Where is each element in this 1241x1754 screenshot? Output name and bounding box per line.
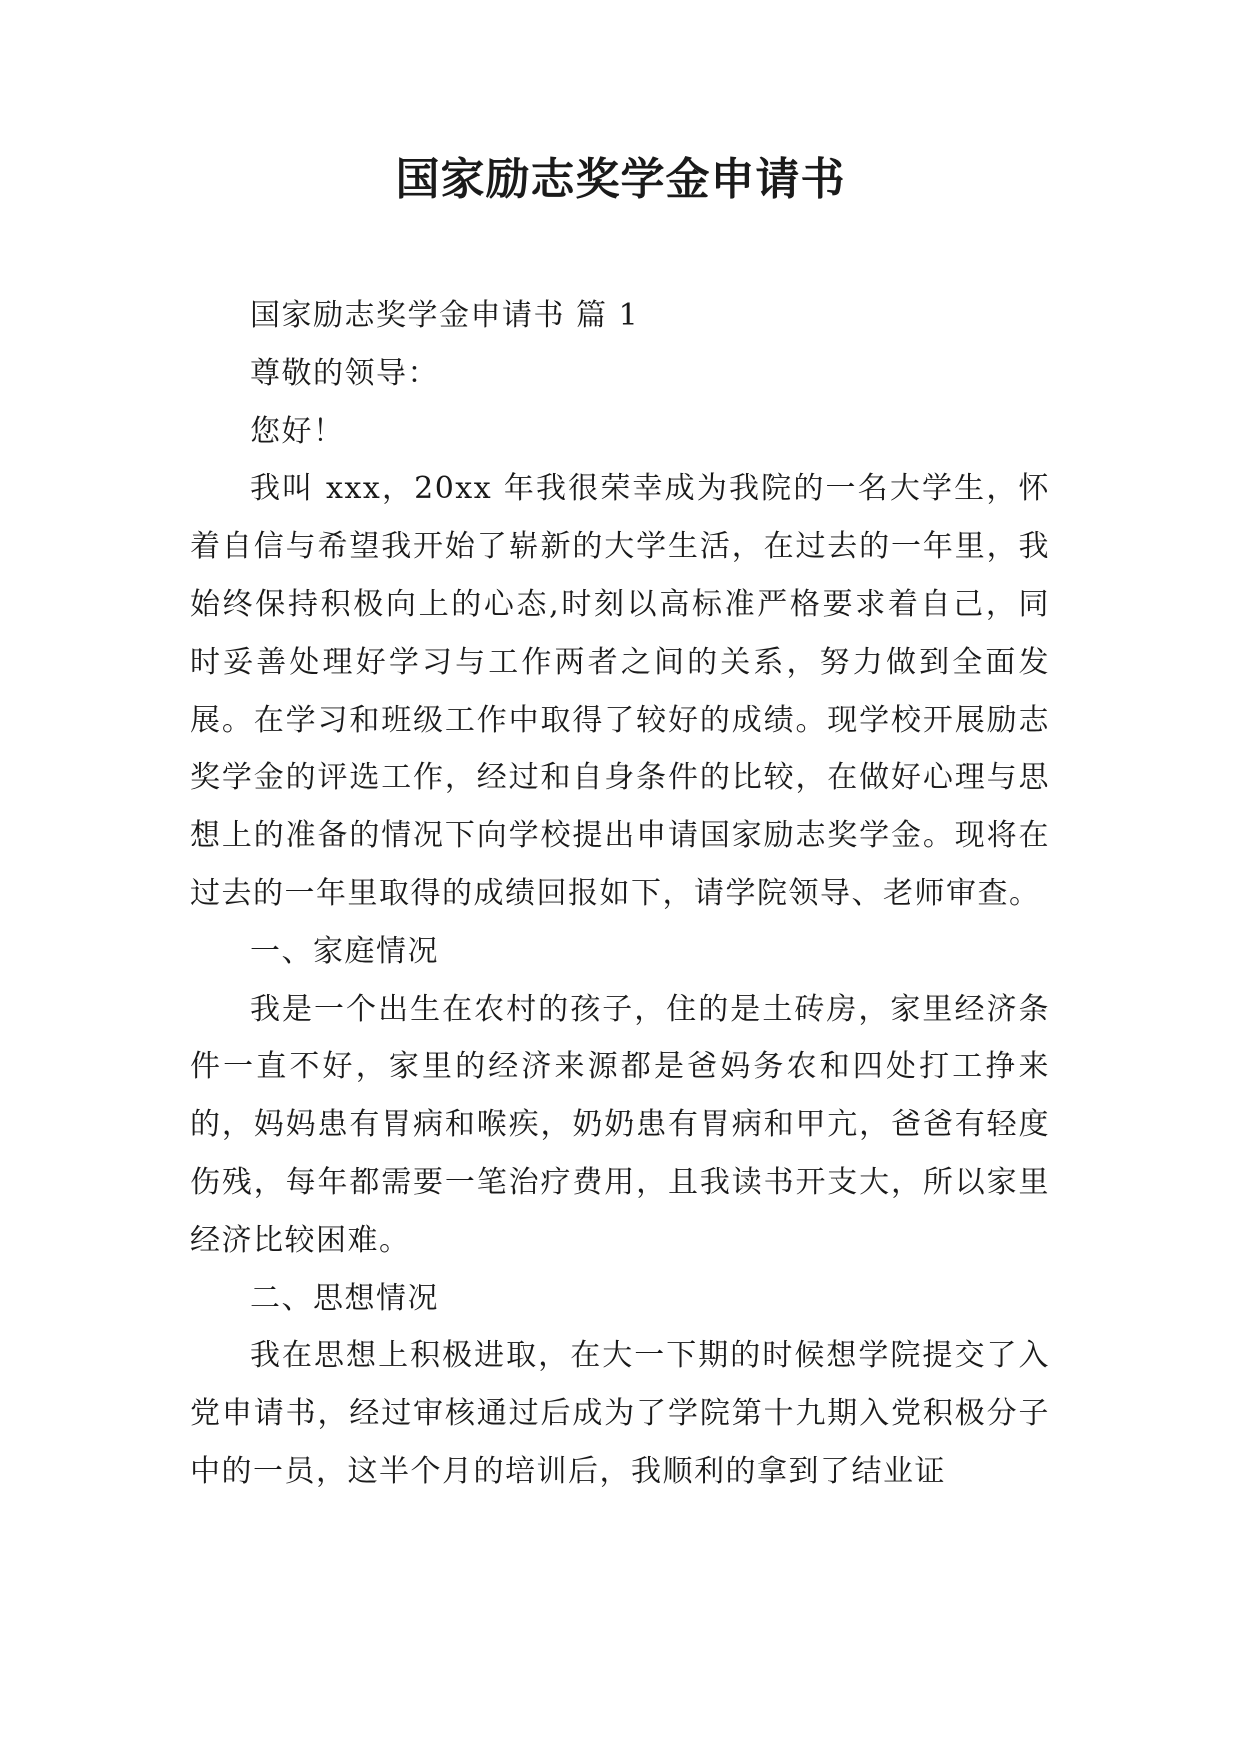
document-body xyxy=(190,287,1050,1501)
document-title: 国家励志奖学金申请书 xyxy=(395,154,846,205)
salutation: 尊敬的领导： xyxy=(250,355,439,391)
section-heading-thought: 二、思想情况 xyxy=(250,1280,439,1316)
greeting: 您好！ xyxy=(250,413,345,449)
paragraph-family: 我是一个出生在农村的孩子，住的是土砖房，家里经济条件一直不好，家里的经济来源都是爸妈务农和四处打工挣来的，妈妈患有胃病和喉疾，奶奶患有胃病和甲亢，爸爸有轻度伤残，每年都需要一笔治疗费用，且我读书开支大，所以家里经济比较困难。 xyxy=(190,991,1050,1258)
paragraph-thought: 我在思想上积极进取，在大一下期的时候想学院提交了入党申请书，经过审核通过后成为了学院第十九期入党积极分子中的一员，这半个月的培训后，我顺利的拿到了结业证 xyxy=(190,1338,1050,1489)
paragraph-introduction: 我叫 xxx，20xx 年我很荣幸成为我院的一名大学生，怀着自信与希望我开始了崭新的大学生活，在过去的一年里，我始终保持积极向上的心态,时刻以高标准严格要求着自己，同时妥善处理好学习与工作两者之间的关系，努力做到全面发展。在学习和班级工作中取得了较好的成绩。现学校开展励志奖学金的评选工作，经过和自身条件的比较，在做好心理与思想上的准备的情况下向学校提出申请国家励志奖学金。现将在过去的一年里取得的成绩回报如下，请学院领导、老师审查。 xyxy=(190,471,1050,911)
section-heading-family: 一、家庭情况 xyxy=(250,933,439,969)
section-heading: 国家励志奖学金申请书 篇 1 xyxy=(250,298,640,333)
